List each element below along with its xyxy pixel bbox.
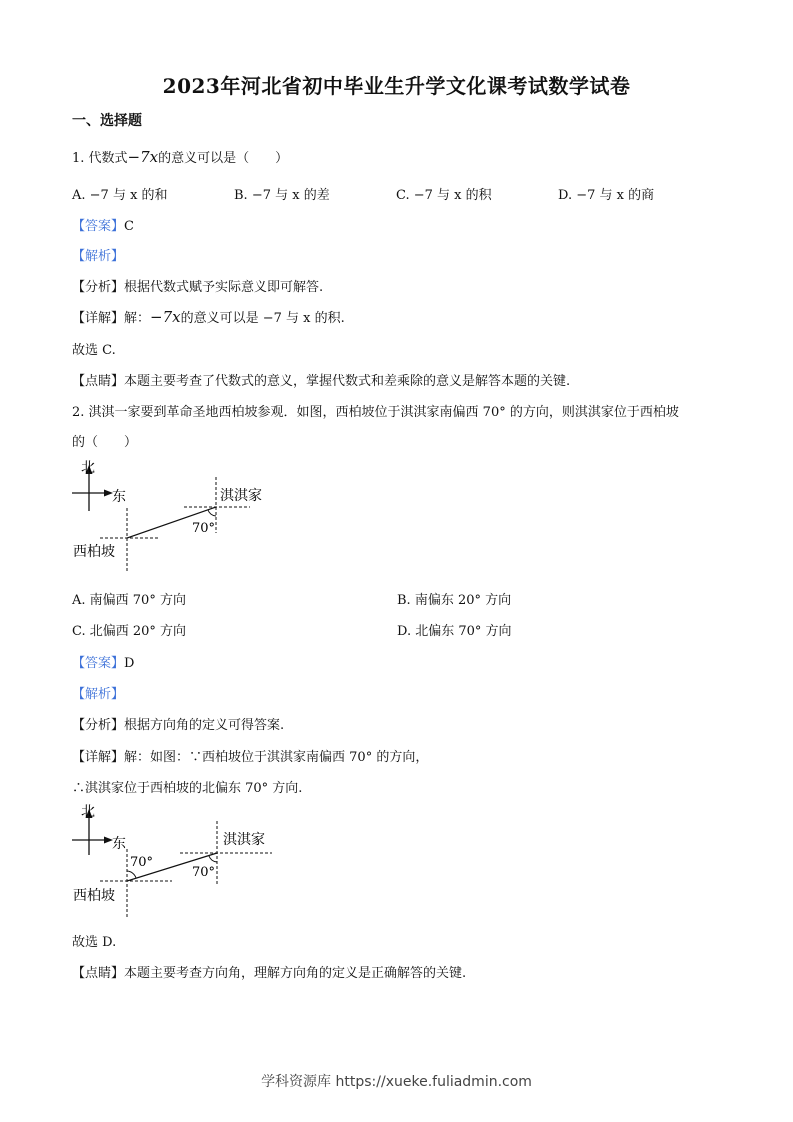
q2-solution-diagram xyxy=(60,799,305,921)
q1-detail xyxy=(72,307,345,326)
section-heading: 一、选择题 xyxy=(72,113,142,129)
xibaipo-label: 西柏坡 xyxy=(73,888,115,904)
q1-detail-suffix: 的意义可以是 −7 与 x 的积. xyxy=(180,311,345,326)
q1-analysis-tag: 【解析】 xyxy=(72,249,125,264)
north-label: 北 xyxy=(81,804,95,820)
q2-option-c: C. 北偏西 20° 方向 xyxy=(72,624,187,639)
q2-option-b: B. 南偏东 20° 方向 xyxy=(397,593,512,608)
q1-stem-suffix: 的意义可以是（ ） xyxy=(158,151,289,166)
q2-detail-text: 解：如图：∵西柏坡位于淇淇家南偏西 70° 的方向， xyxy=(124,750,429,765)
east-label: 东 xyxy=(112,836,126,852)
q2-option-a: A. 南偏西 70° 方向 xyxy=(72,593,186,608)
q1-option-a: A. −7 与 x 的和 xyxy=(72,188,168,203)
angle-label: 70° xyxy=(192,521,216,536)
page-footer: 学科资源库 https://xueke.fuliadmin.com xyxy=(261,1074,532,1090)
q2-fenxi-text: 根据方向角的定义可得答案. xyxy=(124,718,285,733)
q2-direction-diagram xyxy=(60,455,290,580)
comment-tag: 【点睛】 xyxy=(72,966,125,981)
q2-therefore: ∴淇淇家位于西柏坡的北偏东 70° 方向. xyxy=(72,781,303,796)
q2-analysis-tag: 【解析】 xyxy=(72,687,125,702)
q1-option-d: D. −7 与 x 的商 xyxy=(558,188,655,203)
q2-conclusion: 故选 D. xyxy=(72,935,117,950)
fenxi-tag: 【分析】 xyxy=(72,718,125,733)
q2-answer-value: D xyxy=(124,656,135,671)
page-title: 2023年河北省初中毕业生升学文化课考试数学试卷 xyxy=(162,74,631,98)
q1-comment-text: 本题主要考查了代数式的意义，掌握代数式和差乘除的意义是解答本题的关键. xyxy=(124,374,571,389)
q1-conclusion: 故选 C. xyxy=(72,343,116,358)
angle-label-home: 70° xyxy=(192,865,216,880)
q1-detail-prefix: 解： xyxy=(124,311,151,326)
detail-tag: 【详解】 xyxy=(72,311,125,326)
home-label: 淇淇家 xyxy=(223,832,265,848)
q2-comment xyxy=(72,962,466,981)
angle-arc-home xyxy=(209,856,217,862)
answer-tag: 【答案】 xyxy=(72,219,125,234)
q1-stem xyxy=(72,147,288,166)
q2-stem-line1: 2. 淇淇一家要到革命圣地西柏坡参观．如图，西柏坡位于淇淇家南偏西 70° 的方向，则淇淇家位于西柏坡 xyxy=(72,405,679,420)
q1-fenxi-text: 根据代数式赋予实际意义即可解答. xyxy=(124,280,324,295)
q2-option-d: D. 北偏东 70° 方向 xyxy=(397,624,512,639)
q1-detail-expression: −7x xyxy=(150,308,181,326)
q1-option-b: B. −7 与 x 的差 xyxy=(234,188,330,203)
q1-option-c: C. −7 与 x 的积 xyxy=(396,188,492,203)
q2-detail xyxy=(72,746,428,765)
q2-fenxi xyxy=(72,714,284,733)
comment-tag: 【点睛】 xyxy=(72,374,125,389)
q2-comment-text: 本题主要考查方向角，理解方向角的定义是正确解答的关键. xyxy=(124,966,467,981)
fenxi-tag: 【分析】 xyxy=(72,280,125,295)
answer-tag: 【答案】 xyxy=(72,656,125,671)
xibaipo-label: 西柏坡 xyxy=(73,544,115,560)
home-label: 淇淇家 xyxy=(220,488,262,504)
angle-arc-xibaipo xyxy=(127,871,136,878)
q1-expression: −7x xyxy=(127,148,159,166)
east-label: 东 xyxy=(112,489,126,505)
angle-label-xibaipo: 70° xyxy=(130,855,154,870)
q1-stem-prefix: 1. 代数式 xyxy=(72,151,128,166)
q1-fenxi xyxy=(72,276,323,295)
q1-answer xyxy=(72,215,134,234)
q1-comment xyxy=(72,370,570,389)
q2-stem-line2: 的（ ） xyxy=(72,435,138,450)
q2-answer xyxy=(72,652,134,671)
q1-answer-value: C xyxy=(124,219,134,234)
angle-arc xyxy=(208,510,216,516)
detail-tag: 【详解】 xyxy=(72,750,125,765)
north-label: 北 xyxy=(81,460,95,476)
